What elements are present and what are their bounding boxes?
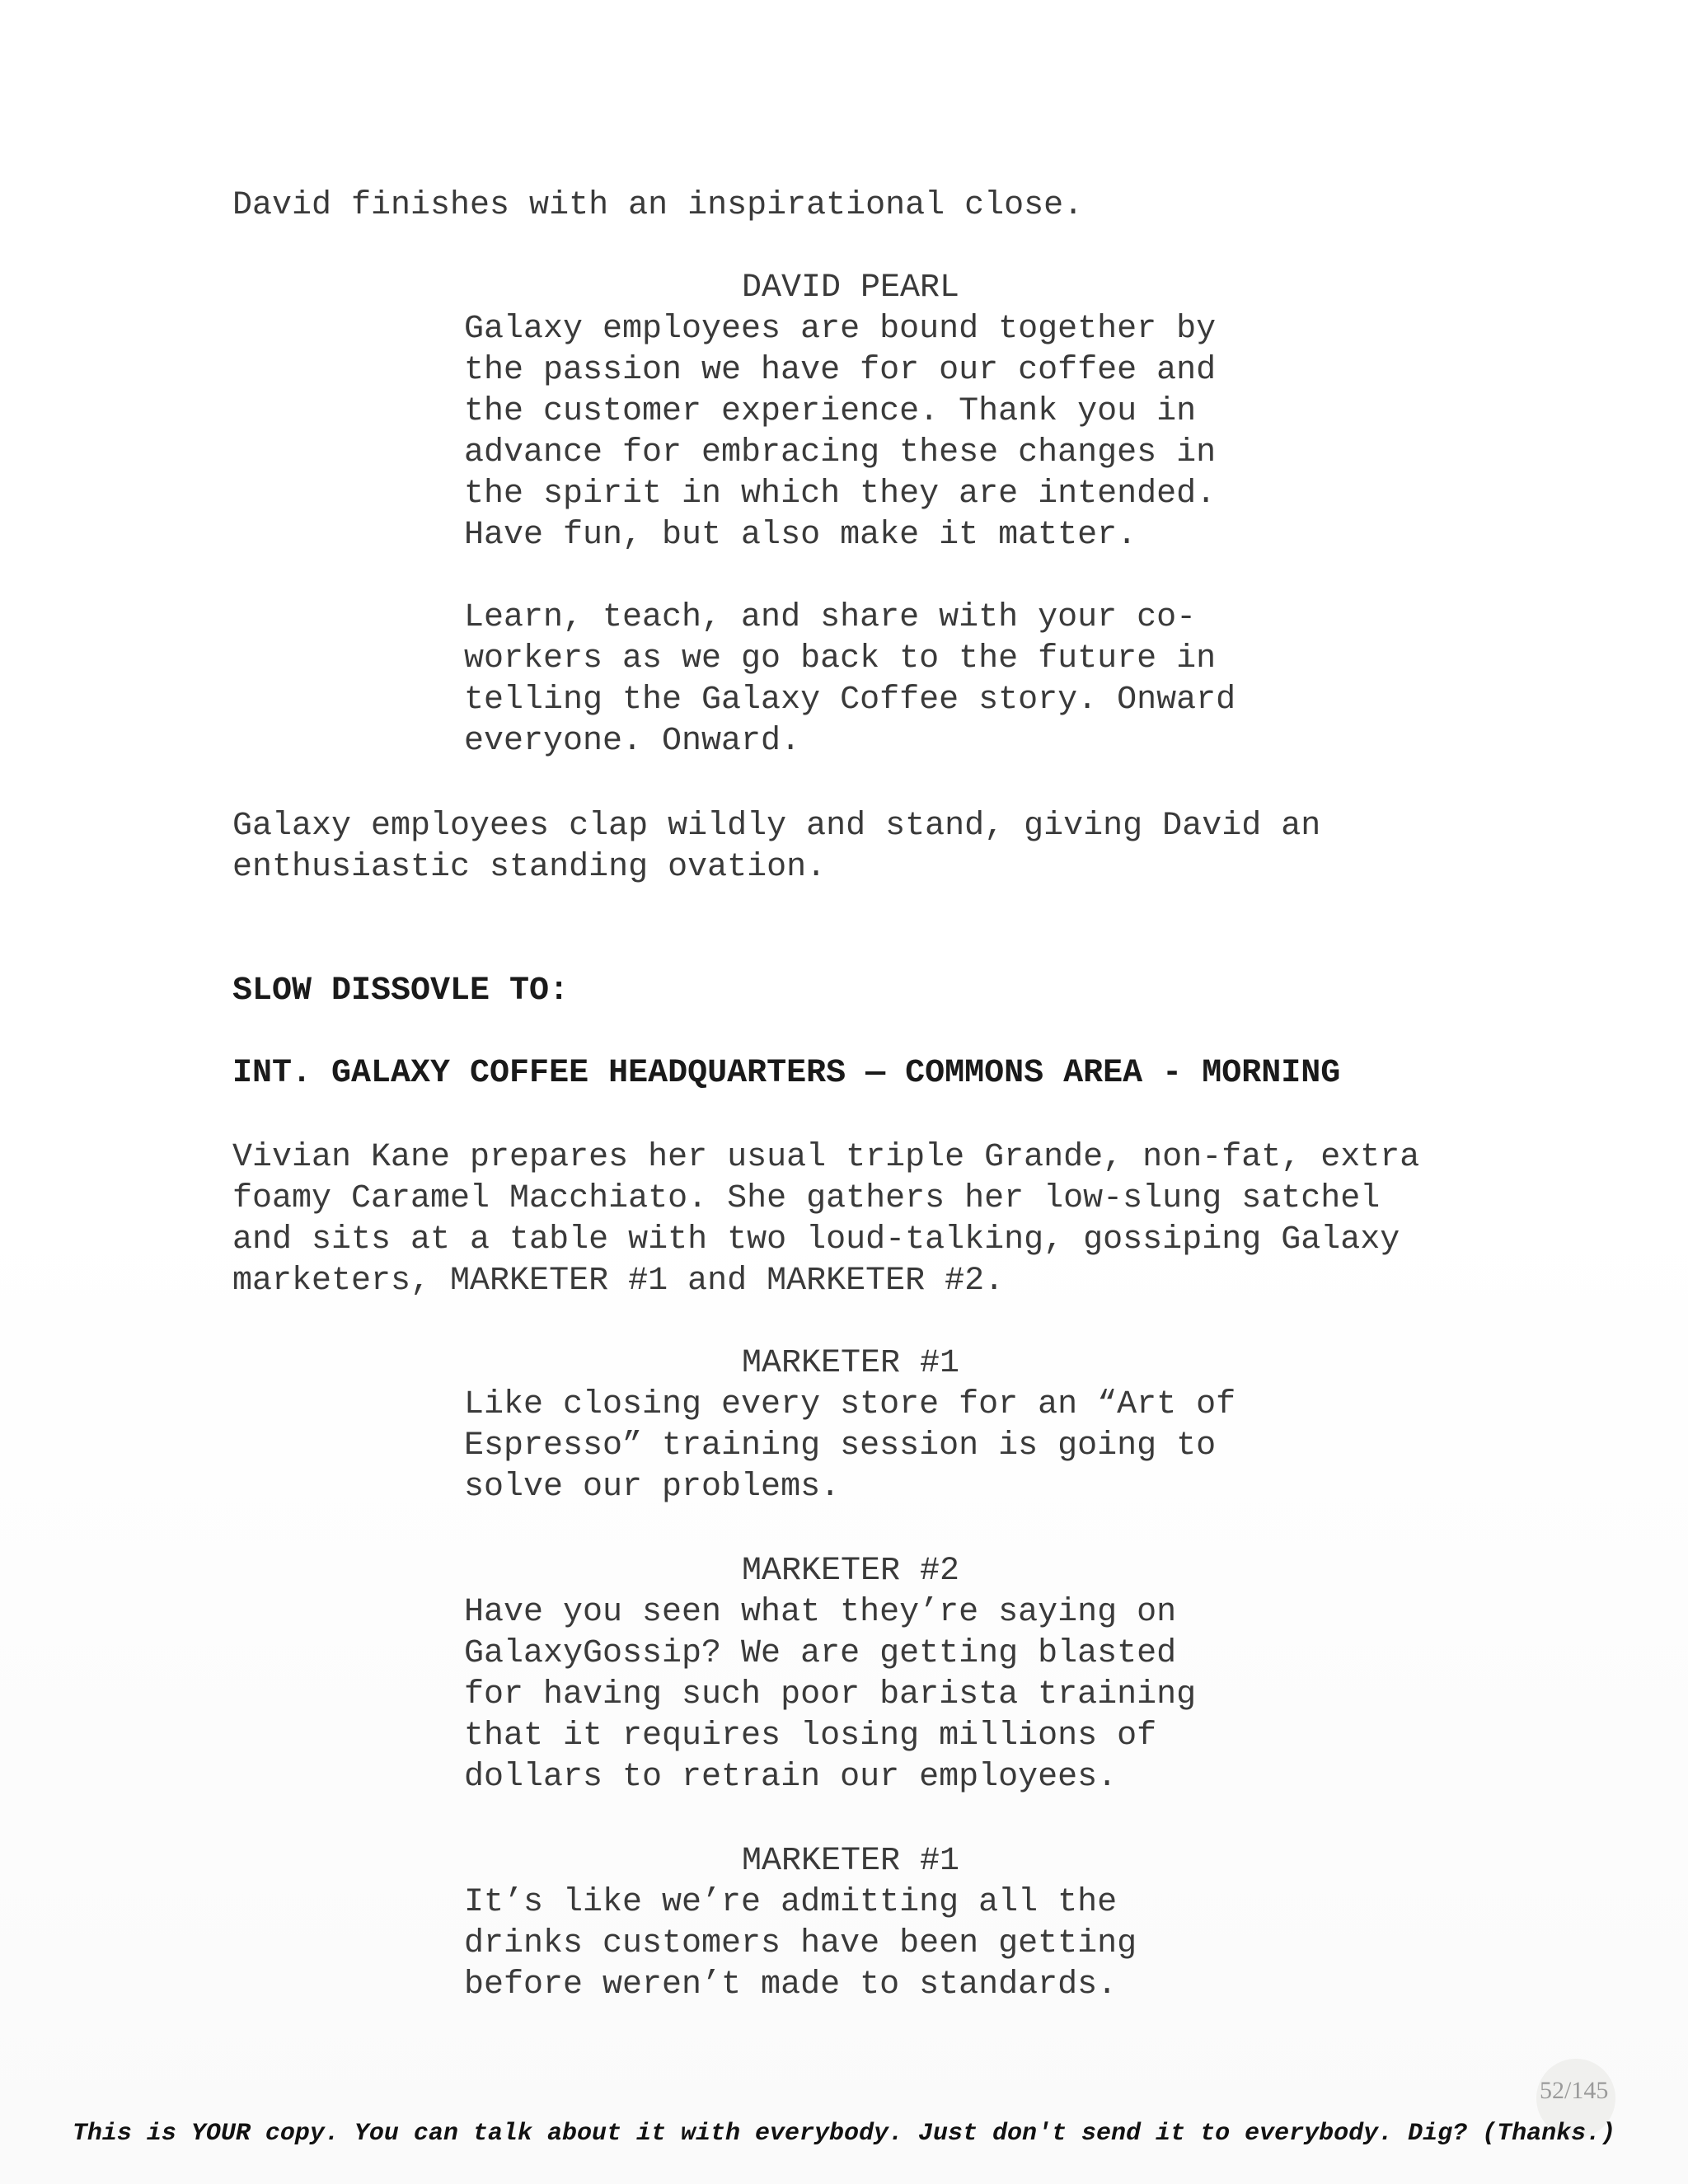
dialogue-line: everyone. Onward.	[464, 723, 801, 760]
dialogue-line: for having such poor barista training	[464, 1676, 1197, 1713]
character-name: MARKETER #1	[742, 1843, 960, 1880]
dialogue-line: before weren’t made to standards.	[464, 1966, 1118, 2004]
dialogue-line: drinks customers have been getting	[464, 1925, 1137, 1962]
dialogue-line: Have you seen what they’re saying on	[464, 1594, 1177, 1631]
dialogue-line: the passion we have for our coffee and	[464, 352, 1217, 389]
dialogue-line: solve our problems.	[464, 1469, 841, 1506]
dialogue-line: Like closing every store for an “Art of	[464, 1386, 1236, 1423]
dialogue-line: Learn, teach, and share with your co-	[464, 599, 1197, 636]
action-line: Galaxy employees clap wildly and stand, giving David an	[232, 808, 1321, 845]
action-line: enthusiastic standing ovation.	[232, 849, 827, 886]
action-line: marketers, MARKETER #1 and MARKETER #2.	[232, 1263, 1005, 1300]
transition: SLOW DISSOVLE TO:	[232, 972, 570, 1010]
action-line: foamy Caramel Macchiato. She gathers her low-slung satchel	[232, 1180, 1381, 1217]
action-line: and sits at a table with two loud-talking, gossiping Galaxy	[232, 1221, 1400, 1258]
dialogue-line: Have fun, but also make it matter.	[464, 517, 1137, 554]
action-line: Vivian Kane prepares her usual triple Grande, non-fat, extra	[232, 1139, 1420, 1176]
footer-notice: This is YOUR copy. You can talk about it with everybody. Just don't send it to everybody. Dig? (Thanks.)	[72, 2120, 1616, 2148]
dialogue-line: GalaxyGossip? We are getting blasted	[464, 1635, 1177, 1672]
dialogue-line: the spirit in which they are intended.	[464, 476, 1217, 513]
dialogue-line: telling the Galaxy Coffee story. Onward	[464, 682, 1236, 719]
dialogue-line: workers as we go back to the future in	[464, 640, 1217, 677]
dialogue-line: Galaxy employees are bound together by	[464, 311, 1217, 348]
page-number: 52/145	[1540, 2077, 1609, 2104]
character-name: MARKETER #2	[742, 1553, 960, 1590]
dialogue-line: advance for embracing these changes in	[464, 434, 1217, 471]
dialogue-line: It’s like we’re admitting all the	[464, 1884, 1118, 1921]
action-line: David finishes with an inspirational close.	[232, 187, 1084, 224]
character-name: DAVID PEARL	[742, 269, 960, 307]
scene-heading: INT. GALAXY COFFEE HEADQUARTERS — COMMONS AREA - MORNING	[232, 1055, 1341, 1092]
dialogue-line: dollars to retrain our employees.	[464, 1759, 1118, 1796]
character-name: MARKETER #1	[742, 1345, 960, 1382]
dialogue-line: the customer experience. Thank you in	[464, 393, 1197, 430]
dialogue-line: that it requires losing millions of	[464, 1718, 1157, 1755]
dialogue-line: Espresso” training session is going to	[464, 1427, 1217, 1465]
